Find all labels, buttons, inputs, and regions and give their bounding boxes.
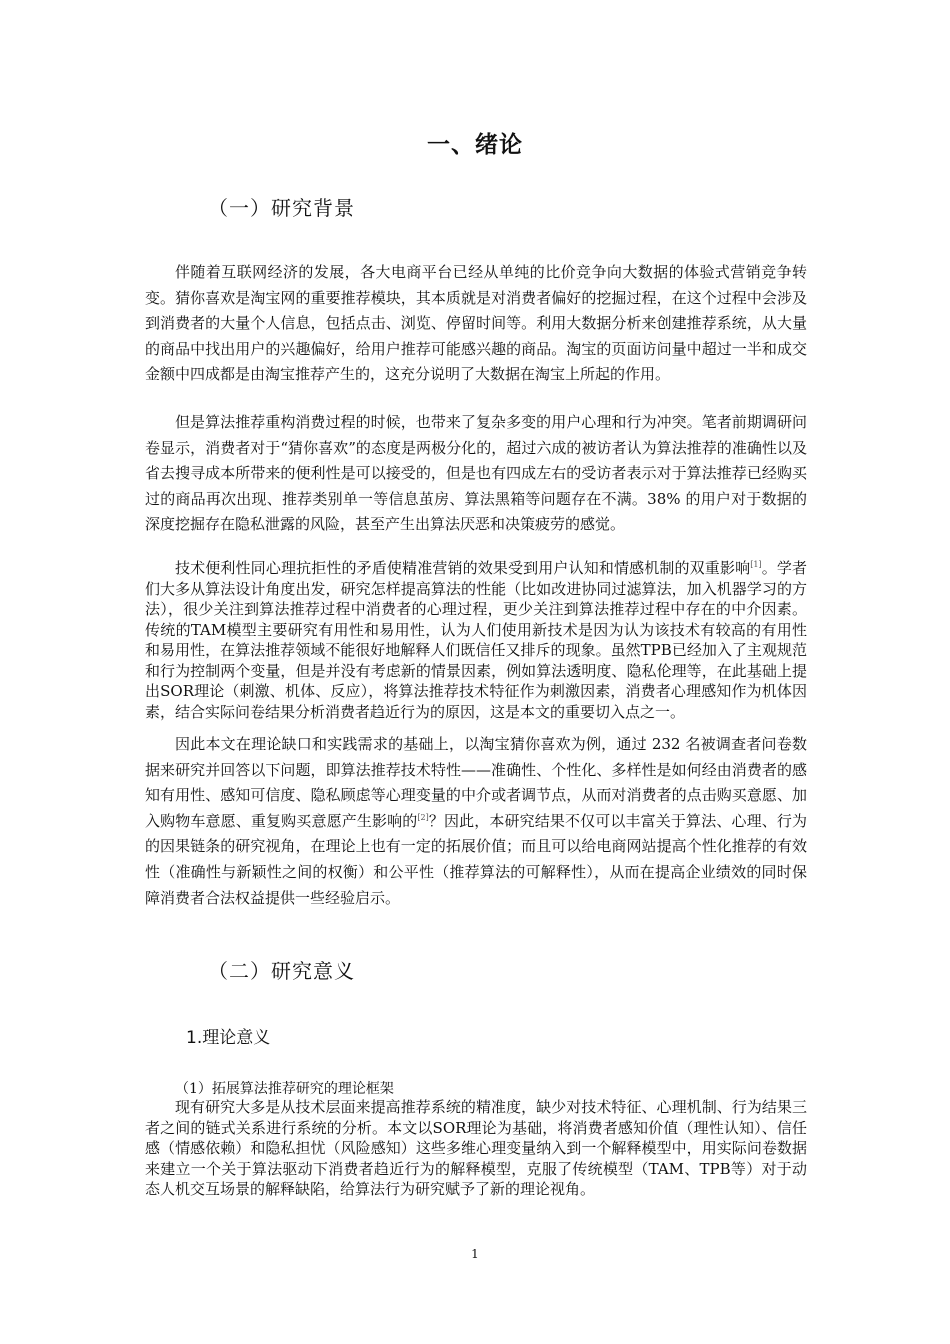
section-heading-background: （一）研究背景 (208, 196, 355, 220)
section-heading-significance: （二）研究意义 (208, 959, 355, 983)
paragraph-background-4 (145, 732, 807, 911)
paragraph-text: 。学者们大多从算法设计角度出发，研究怎样提高算法的性能（比如改进协同过滤算法，加入机器学习的方法），很少关注到算法推荐过程中消费者的心理过程，更少关注到算法推荐过程中存在的中介因素。传统的TAM模型主要研究有用性和易用性，认为人们使用新技术是因为认为该技术有较高的有用性和易用性，在算法推荐领域不能很好地解释人们既信任又排斥的现象。虽然TPB已经加入了主观规范和行为控制两个变量，但是并没有考虑新的情景因素，例如算法透明度、隐私伦理等，在此基础上提出SOR理论（刺激、机体、反应），将算法推荐技术特征作为刺激因素，消费者心理感知作为机体因素，结合实际问卷结果分析消费者趋近行为的原因，这是本文的重要切入点之一。 (145, 559, 807, 721)
citation-ref: [1] (750, 560, 762, 569)
paragraph-theory-1: 现有研究大多是从技术层面来提高推荐系统的精准度，缺少对技术特征、心理机制、行为结果三者之间的链式关系进行系统的分析。本文以SOR理论为基础，将消费者感知价值（理性认知）、信任感（情感依赖）和隐私担忧（风险感知）这些多维心理变量纳入到一个解释模型中，用实际问卷数据来建立一个关于算法驱动下消费者趋近行为的解释模型，克服了传统模型（TAM、TPB等）对于动态人机交互场景的解释缺陷，给算法行为研究赋予了新的理论视角。 (145, 1098, 807, 1198)
paragraph-text: 因此本文在理论缺口和实践需求的基础上，以淘宝猜你喜欢为例，通过 232 名被调查者问卷数据来研究并回答以下问题，即算法推荐技术特性——准确性、个性化、多样性是如何经由消费者的感知有用性、感知可信度、隐私顾虑等心理变量的中介或者调节点，从而对消费者的点击购买意愿、加入购物车意愿、重复购买意愿产生影响的 (145, 735, 807, 830)
paragraph-background-3 (145, 558, 807, 722)
chapter-title: 一、绪论 (427, 132, 523, 158)
page-number: 1 (471, 1247, 479, 1261)
subsection-heading-theory: 1.理论意义 (186, 1028, 271, 1048)
paragraph-text: 技术便利性同心理抗拒性的矛盾使精准营销的效果受到用户认知和情感机制的双重影响 (175, 559, 751, 577)
item-heading-1: （1）拓展算法推荐研究的理论框架 (175, 1081, 394, 1097)
paragraph-text: ？因此，本研究结果不仅可以丰富关于算法、心理、行为的因果链条的研究视角，在理论上也有一定的拓展价值；而且可以给电商网站提高个性化推荐的有效性（准确性与新颖性之间的权衡）和公平性（推荐算法的可解释性），从而在提高企业绩效的同时保障消费者合法权益提供一些经验启示。 (145, 811, 807, 907)
paragraph-background-1: 伴随着互联网经济的发展，各大电商平台已经从单纯的比价竞争向大数据的体验式营销竞争转变。猜你喜欢是淘宝网的重要推荐模块，其本质就是对消费者偏好的挖掘过程，在这个过程中会涉及到消费者的大量个人信息，包括点击、浏览、停留时间等。利用大数据分析来创建推荐系统，从大量的商品中找出用户的兴趣偏好，给用户推荐可能感兴趣的商品。淘宝的页面访问量中超过一半和成交金额中四成都是由淘宝推荐产生的，这充分说明了大数据在淘宝上所起的作用。 (145, 263, 807, 384)
citation-ref: [2] (417, 812, 429, 822)
paragraph-background-2: 但是算法推荐重构消费过程的时候，也带来了复杂多变的用户心理和行为冲突。笔者前期调研问卷显示，消费者对于“猜你喜欢”的态度是两极分化的，超过六成的被访者认为算法推荐的准确性以及省去搜寻成本所带来的便利性是可以接受的，但是也有四成左右的受访者表示对于算法推荐已经购买过的商品再次出现、推荐类别单一等信息茧房、算法黑箱等问题存在不满。38% 的用户对于数据的深度挖掘存在隐私泄露的风险，甚至产生出算法厌恶和决策疲劳的感觉。 (145, 413, 807, 534)
